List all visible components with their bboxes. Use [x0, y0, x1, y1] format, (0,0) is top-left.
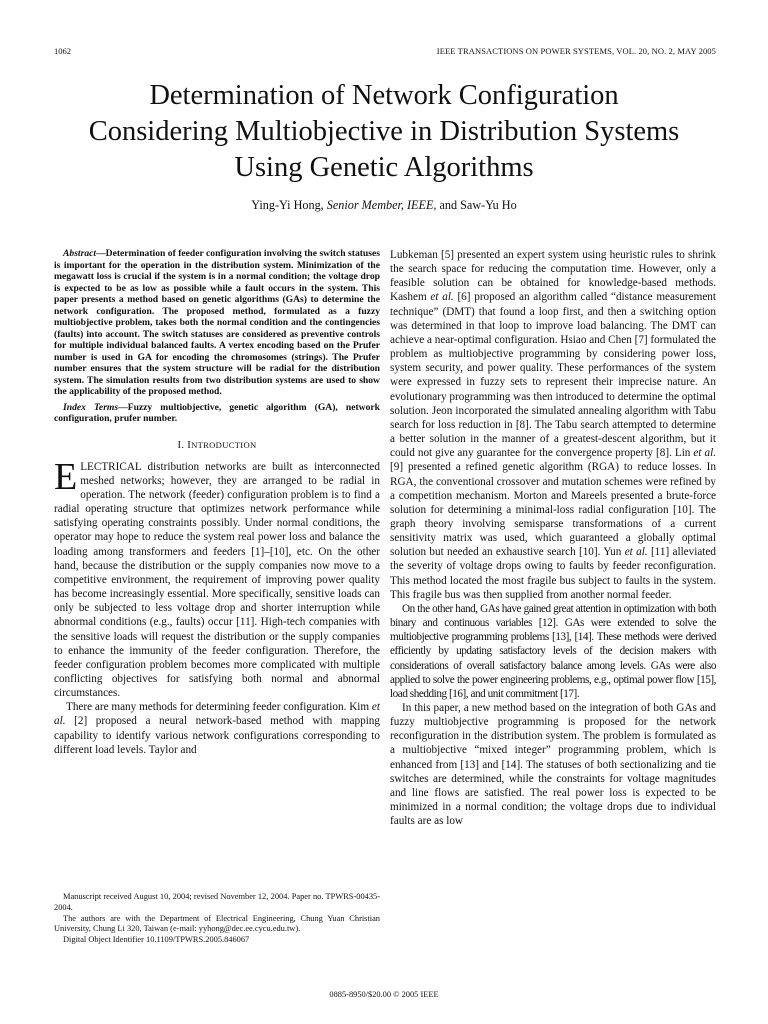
right-paragraph-1-text-d: [11] alleviated the severity of voltage drops owing to faults by feeder reconfiguration. This method located the most fragile bus subject to faults in the system. This fragile bus was then supplied from another normal feeder.	[390, 546, 716, 601]
right-column	[390, 248, 716, 828]
abstract-text: —Determination of feeder configuration involving the switch statuses is important for the operation in the distribution system. Minimization of the megawatt loss is crucial if the system is in a normal condition; the voltage drop is expected to be as low as possible while a fault occurs in the system. This paper presents a method based on genetic algorithms (GAs) to determine the network configuration. The proposed method, formulated as a fuzzy multiobjective problem, takes both the normal condition and the contingencies (faults) into account. The switch statuses are considered as preventive controls for multiple individual balanced faults. A vertex encoding based on the Prufer number is used in GA for encoding the chromosomes (strings). The Prufer number ensures that the system structure will be radial for the distribution system. The simulation results from two distribution systems are used to show the applicability of the proposed method.	[54, 248, 380, 397]
right-paragraph-2: On the other hand, GAs have gained great attention in optimization with both binary and continuous variables [12]. GAs were extended to solve the multiobjective programming problems [13], [14]. These methods were derived efficiently by updating satisfactory levels of the decision makers with considerations of overall satisfactory balance among levels. GAs were also applied to solve the power engineering problems, e.g., optimal power flow [15], load shedding [16], and unit commitment [17].	[390, 602, 716, 700]
paper-title-line-2: Considering Multiobjective in Distribution Systems	[88, 116, 680, 147]
drop-cap: E	[54, 455, 78, 498]
title-block	[40, 78, 728, 213]
intro-paragraph-2	[54, 700, 380, 757]
author-2-name: Saw-Yu Ho	[460, 198, 517, 212]
section-number: I. I	[177, 439, 192, 451]
right-paragraph-1-text-c: [9] presented a refined genetic algorithm (RGA) to reduce losses. In RGA, the conventional crossover and mutation schemes were refined by a competition mechanism. Morton and Mareels presented a brute-force solution for determining a minimal-loss radial configuration [10]. The graph theory involving semisparse transformations of a current sensitivity matrix was used, which guaranteed a globally optimal solution but needed an exhaustive search [10]. Yun	[390, 461, 716, 559]
citation-et-al: et al.	[430, 291, 454, 304]
footnotes	[54, 892, 380, 946]
paper-title-line-3: Using Genetic Algorithms	[234, 152, 534, 183]
paper-title-line-1: Determination of Network Configuration	[149, 80, 619, 111]
left-column	[54, 248, 380, 757]
right-paragraph-1-text-b: [6] proposed an algorithm called “distance measurement technique” (DMT) that found a loop first, and then a switching option was determined in that loop to improve load balancing. The DMT can achieve a near-optimal configuration. Hsiao and Chen [7] formulated the problem as multiobjective programming by considering power loss, system security, and power quality. These performances of the system were expressed in fuzzy sets to represent their imprecise nature. An evolutionary programming was then introduced to determine the optimal solution. Jeon incorporated the simulated annealing algorithm with Tabu search for loss reduction in [8]. The Tabu search attempted to determine a better solution in the manner of a greatest-descent algorithm, but it could not give any guarantee for the convergence property [8]. Lin	[390, 291, 716, 460]
index-terms	[54, 402, 380, 425]
copyright-footer: 0885-8950/$20.00 © 2005 IEEE	[329, 990, 439, 999]
citation-et-al: et al.	[54, 701, 380, 728]
intro-paragraph-2-text-a: There are many methods for determining feeder configuration. Kim	[66, 701, 372, 714]
footnote-affiliation: The authors are with the Department of Electrical Engineering, Chung Yuan Christian University, Chung Li 320, Taiwan (e-mail: yyhong@dec.ee.cycu.edu.tw).	[54, 913, 380, 934]
right-paragraph-1	[390, 248, 716, 602]
page-number: 1062	[54, 46, 71, 56]
author-line	[40, 197, 728, 213]
abstract	[54, 248, 380, 398]
intro-paragraph-2-text-b: [2] proposed a neural network-based method with mapping capability to identify various network configurations corresponding to different load levels. Taylor and	[54, 715, 380, 756]
citation-et-al: et al.	[624, 546, 648, 559]
running-header	[54, 44, 716, 58]
footnote-doi: Digital Object Identifier 10.1109/TPWRS.2005.846067	[63, 935, 250, 945]
index-terms-label: Index Terms	[63, 401, 119, 413]
right-paragraph-1-text-a: Lubkeman [5] presented an expert system using heuristic rules to shrink the search space for reducing the computation time. However, only a feasible solution can be obtained for knowledge-based methods. Kashem	[390, 249, 716, 304]
author-conjunction: and	[436, 198, 461, 212]
journal-citation: IEEE TRANSACTIONS ON POWER SYSTEMS, VOL. 20, NO. 2, MAY 2005	[436, 46, 716, 56]
author-1-name: Ying-Yi Hong,	[251, 198, 327, 212]
intro-paragraph-1	[54, 455, 380, 701]
intro-paragraph-1-text: LECTRICAL distribution networks are built as interconnected meshed networks; however, they are arranged to be radial in operation. The network (feeder) configuration problem is to find a radial operating structure that optimizes network performance while satisfying operating constraints possibly. Under normal conditions, the operator may hope to reduce the system real power loss and balance the loading among transformers and feeders [1]–[10], etc. On the other hand, because the distribution or the supply companies now move to a competitive environment, the requirement of improving power quality has become increasingly essential. More specifically, sensitive loads can only be subjected to less voltage drop and shorter interruption while abnormal conditions (e.g., faults) occur [11]. High-tech companies with the sensitive loads will request the distribution or the supply companies to enhance the immunity of the feeder configuration. Therefore, the feeder configuration problem becomes more complicated with multiple conflicting objectives for satisfying both normal and abnormal circumstances.	[54, 460, 380, 700]
right-paragraph-3: In this paper, a new method based on the integration of both GAs and fuzzy multiobjective programming is proposed for the network reconfiguration in the distribution system. The problem is formulated as a multiobjective “mixed integer” programming problem, which is enhanced from [13] and [14]. The statuses of both sectionalizing and tie switches are determined, while the constraints for voltage magnitudes and line flows are satisfied. The real power loss is expected to be minimized in a normal condition; the voltage drops due to individual faults are as low	[390, 702, 716, 828]
abstract-label: Abstract	[63, 248, 97, 259]
section-title: NTRODUCTION	[191, 439, 257, 450]
index-terms-text: —Fuzzy multiobjective, genetic algorithm (GA), network configuration, prufer number.	[54, 401, 380, 424]
author-1-role: Senior Member, IEEE,	[326, 198, 437, 212]
footnote-received: Manuscript received August 10, 2004; revised November 12, 2004. Paper no. TPWRS-00435-2004.	[54, 892, 380, 912]
citation-et-al: et al.	[693, 447, 716, 460]
section-heading-introduction	[54, 438, 380, 453]
